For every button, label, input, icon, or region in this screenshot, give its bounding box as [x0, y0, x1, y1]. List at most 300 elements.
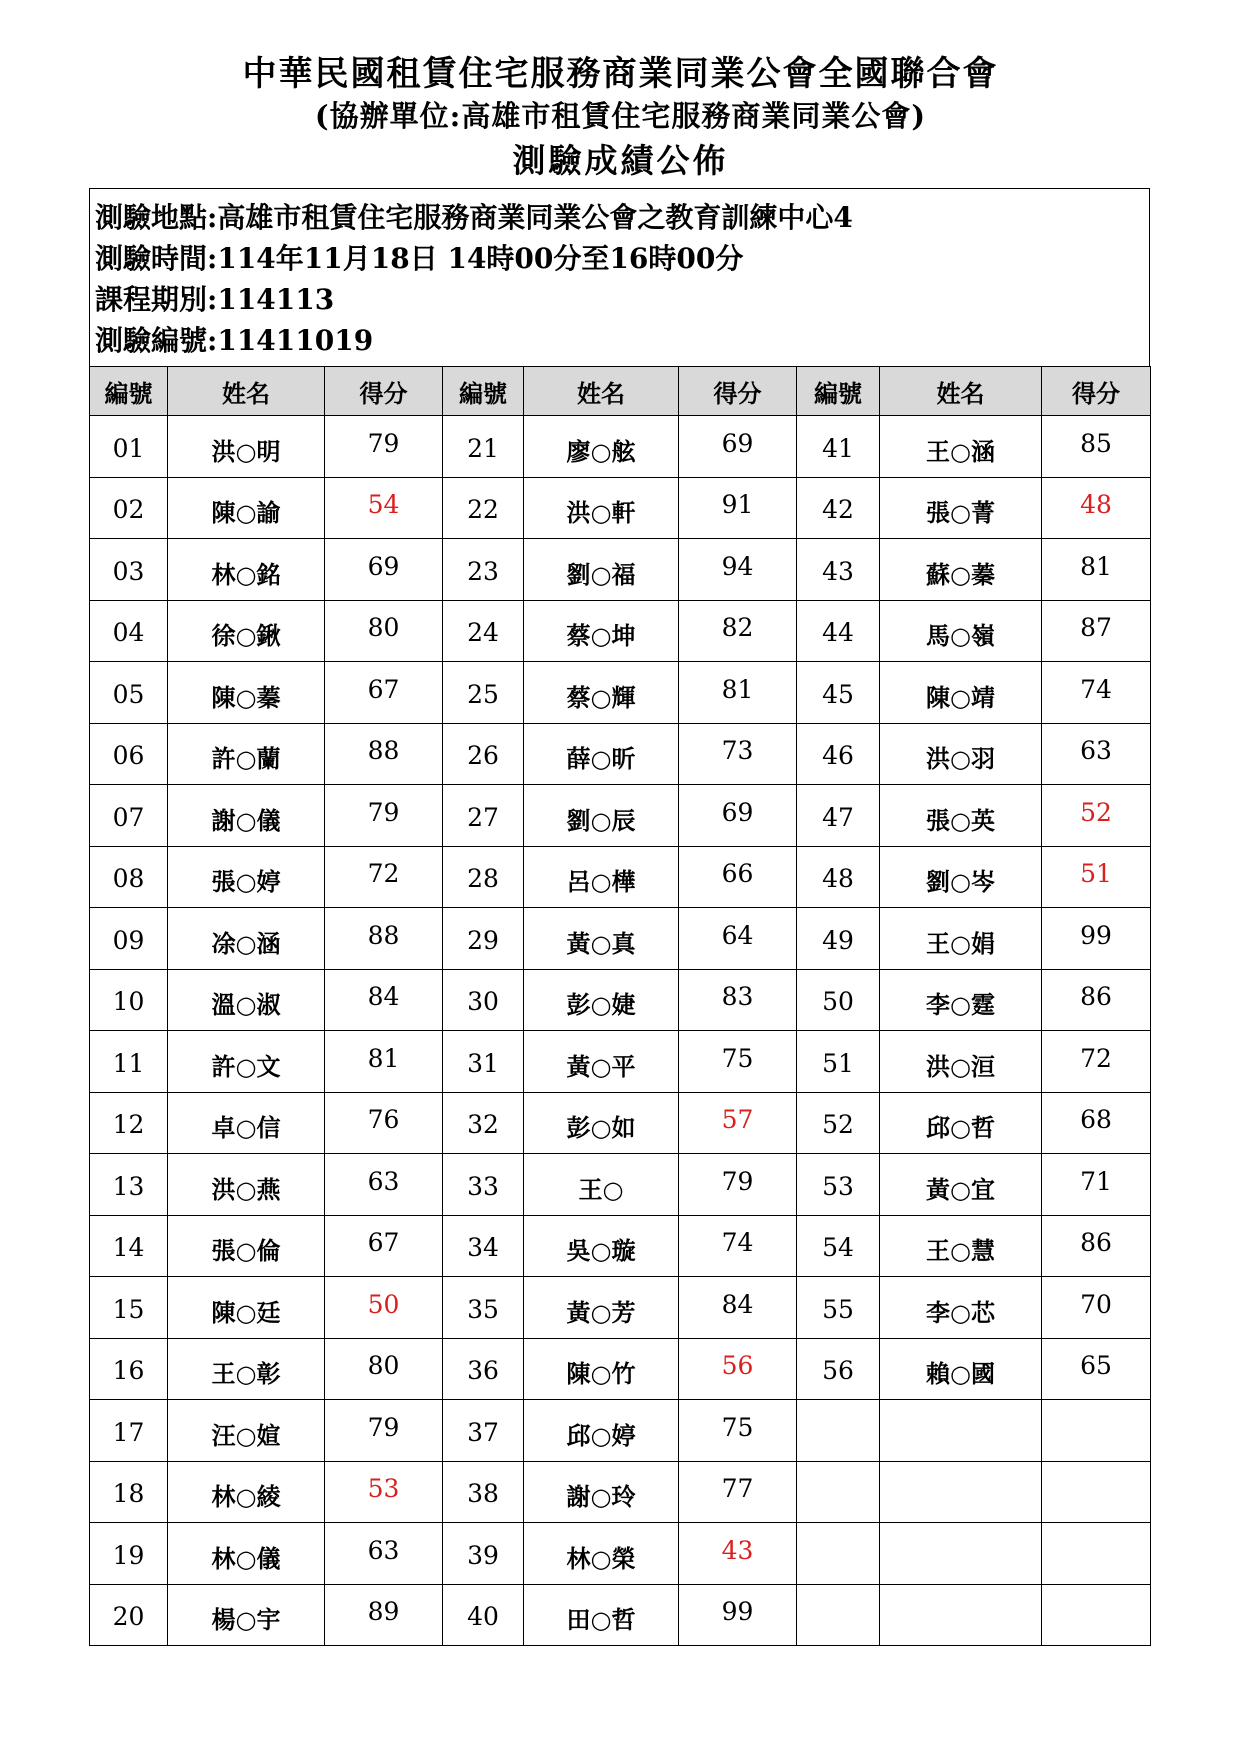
student-id-cell — [797, 1154, 880, 1216]
student-name-cell — [524, 600, 679, 662]
student-id-cell — [443, 477, 524, 539]
course-period: 課程期別:114113 — [95, 283, 335, 316]
student-name-cell — [524, 539, 679, 601]
student-score-cell — [1042, 539, 1151, 601]
empty-cell — [797, 1400, 880, 1462]
student-id: 47 — [822, 802, 854, 832]
student-id-cell — [797, 416, 880, 478]
student-score-cell — [679, 723, 797, 785]
table-row — [90, 662, 1151, 724]
student-name: 洪○燕 — [211, 1174, 281, 1204]
header-id: 編號 — [443, 367, 524, 416]
empty-cell — [1042, 1400, 1151, 1462]
student-name: 黃○宜 — [926, 1174, 995, 1204]
student-id: 21 — [467, 433, 499, 463]
student-name-cell — [168, 539, 325, 601]
student-score: 50 — [367, 1289, 400, 1319]
student-score-cell — [1042, 846, 1151, 908]
student-name: 劉○辰 — [566, 805, 636, 835]
student-score: 83 — [721, 982, 754, 1012]
exam-info-box — [89, 188, 1150, 366]
student-id-cell — [443, 416, 524, 478]
student-id: 55 — [822, 1294, 854, 1324]
student-id: 23 — [467, 556, 499, 586]
student-name-cell — [168, 477, 325, 539]
student-name: 陳○諭 — [211, 498, 281, 528]
student-name: 黃○芳 — [566, 1297, 636, 1327]
student-score-cell — [1042, 1154, 1151, 1216]
student-name-cell — [880, 662, 1042, 724]
student-score: 48 — [1080, 490, 1112, 520]
student-score: 75 — [721, 1412, 754, 1442]
empty-cell — [1042, 1584, 1151, 1646]
student-score: 85 — [1080, 428, 1112, 458]
student-id-cell — [90, 539, 168, 601]
student-id-cell — [90, 908, 168, 970]
table-row — [90, 1400, 1151, 1462]
document-heading: 測驗成績公佈 — [512, 141, 729, 180]
student-id-cell — [797, 908, 880, 970]
student-id-cell — [797, 662, 880, 724]
student-score-cell — [325, 662, 443, 724]
document-subtitle: (協辦單位:高雄市租賃住宅服務商業同業公會) — [314, 99, 927, 133]
student-score: 76 — [367, 1105, 400, 1135]
empty-cell — [1042, 1461, 1151, 1523]
student-name-cell — [524, 1584, 679, 1646]
table-row — [90, 1338, 1151, 1400]
student-name: 王○慧 — [926, 1236, 995, 1266]
student-id: 25 — [467, 679, 499, 709]
student-score: 71 — [1080, 1166, 1112, 1196]
student-id-cell — [797, 1215, 880, 1277]
student-name-cell — [168, 1400, 325, 1462]
student-score: 94 — [721, 551, 754, 581]
student-id: 15 — [112, 1294, 145, 1324]
student-name: 吳○璇 — [566, 1236, 636, 1266]
student-id-cell — [797, 969, 880, 1031]
student-score-cell — [679, 1584, 797, 1646]
student-id: 20 — [112, 1602, 145, 1632]
student-name-cell — [880, 969, 1042, 1031]
student-score-cell — [325, 600, 443, 662]
student-name-cell — [168, 1584, 325, 1646]
student-id-cell — [90, 662, 168, 724]
header-name: 姓名 — [880, 367, 1042, 416]
student-id-cell — [90, 477, 168, 539]
table-row — [90, 969, 1151, 1031]
student-name: 彭○婕 — [566, 990, 636, 1020]
student-score-cell — [679, 846, 797, 908]
table-row — [90, 1215, 1151, 1277]
student-name-cell — [524, 969, 679, 1031]
student-name: 黃○平 — [566, 1051, 636, 1081]
student-score-cell — [325, 539, 443, 601]
table-row — [90, 908, 1151, 970]
student-name-cell — [168, 1461, 325, 1523]
exam-time: 測驗時間:114年11月18日 14時00分至16時00分 — [95, 242, 744, 275]
student-id-cell — [443, 600, 524, 662]
header-name: 姓名 — [524, 367, 679, 416]
student-name: 陳○廷 — [211, 1297, 281, 1327]
student-id-cell — [443, 846, 524, 908]
student-score-cell — [679, 416, 797, 478]
student-id-cell — [443, 1338, 524, 1400]
student-score: 57 — [721, 1105, 754, 1135]
student-score-cell — [1042, 1277, 1151, 1339]
student-name: 蔡○坤 — [566, 621, 636, 651]
student-id-cell — [443, 1031, 524, 1093]
student-score: 67 — [367, 674, 400, 704]
student-score: 53 — [367, 1474, 400, 1504]
student-id: 17 — [112, 1417, 145, 1447]
student-id: 24 — [467, 618, 499, 648]
student-id-cell — [443, 1092, 524, 1154]
student-score-cell — [325, 908, 443, 970]
student-name: 洪○羽 — [926, 744, 995, 774]
student-score-cell — [325, 1092, 443, 1154]
student-name: 彭○如 — [566, 1113, 636, 1143]
student-score-cell — [325, 1400, 443, 1462]
student-id-cell — [90, 846, 168, 908]
student-score: 74 — [721, 1228, 754, 1258]
student-name-cell — [168, 969, 325, 1031]
header-score: 得分 — [679, 367, 797, 416]
student-id-cell — [443, 662, 524, 724]
student-name-cell — [880, 1277, 1042, 1339]
header-id: 編號 — [797, 367, 880, 416]
student-id: 22 — [467, 495, 499, 525]
student-id-cell — [797, 1277, 880, 1339]
student-score: 65 — [1080, 1351, 1112, 1381]
student-id: 14 — [112, 1233, 145, 1263]
student-name-cell — [168, 785, 325, 847]
student-id: 09 — [112, 925, 145, 955]
document-title: 中華民國租賃住宅服務商業同業公會全國聯合會 — [242, 54, 999, 94]
student-id-cell — [443, 1523, 524, 1585]
student-name-cell — [880, 600, 1042, 662]
student-name-cell — [880, 908, 1042, 970]
student-name-cell — [524, 1277, 679, 1339]
student-name-cell — [880, 1092, 1042, 1154]
student-score-cell — [679, 908, 797, 970]
student-score: 72 — [367, 859, 400, 889]
student-id: 35 — [467, 1294, 499, 1324]
student-id: 19 — [112, 1540, 145, 1570]
student-name: 汪○媗 — [211, 1420, 281, 1450]
student-id-cell — [443, 785, 524, 847]
student-id: 31 — [467, 1048, 499, 1078]
student-id-cell — [443, 539, 524, 601]
student-score-cell — [679, 662, 797, 724]
student-score-cell — [325, 1523, 443, 1585]
student-score-cell — [1042, 662, 1151, 724]
student-score: 91 — [721, 490, 754, 520]
table-header-row — [90, 367, 1151, 416]
student-id: 26 — [467, 741, 499, 771]
student-score: 79 — [367, 1412, 400, 1442]
empty-cell — [880, 1461, 1042, 1523]
student-id: 06 — [112, 741, 145, 771]
student-score-cell — [679, 600, 797, 662]
student-score-cell — [1042, 1215, 1151, 1277]
student-id: 07 — [112, 802, 145, 832]
student-id-cell — [797, 846, 880, 908]
student-score: 75 — [721, 1043, 754, 1073]
student-score: 89 — [367, 1597, 400, 1627]
exam-location: 測驗地點:高雄市租賃住宅服務商業同業公會之教育訓練中心4 — [95, 201, 853, 234]
student-id: 41 — [822, 433, 854, 463]
student-name: 楊○宇 — [211, 1605, 281, 1635]
student-id-cell — [443, 1584, 524, 1646]
student-score-cell — [325, 1584, 443, 1646]
student-id: 36 — [467, 1356, 499, 1386]
student-id: 27 — [467, 802, 499, 832]
student-id-cell — [443, 908, 524, 970]
student-id-cell — [90, 1092, 168, 1154]
student-id-cell — [90, 1338, 168, 1400]
header-score: 得分 — [325, 367, 443, 416]
student-name: 馬○嶺 — [926, 621, 995, 651]
student-score-cell — [679, 1523, 797, 1585]
table-row — [90, 539, 1151, 601]
student-name: 林○綾 — [211, 1482, 281, 1512]
student-name-cell — [168, 600, 325, 662]
student-id: 40 — [467, 1602, 499, 1632]
student-score: 79 — [721, 1166, 754, 1196]
student-name-cell — [524, 1461, 679, 1523]
student-id: 48 — [822, 864, 854, 894]
student-score: 80 — [367, 613, 400, 643]
student-score: 99 — [721, 1597, 754, 1627]
student-score-cell — [325, 1338, 443, 1400]
student-id: 11 — [112, 1048, 145, 1078]
student-name: 薛○昕 — [566, 744, 636, 774]
student-name: 黃○真 — [566, 928, 636, 958]
student-id: 32 — [467, 1110, 499, 1140]
student-id-cell — [90, 1523, 168, 1585]
student-name-cell — [524, 1523, 679, 1585]
student-id-cell — [797, 1092, 880, 1154]
student-id-cell — [797, 1338, 880, 1400]
student-name: 洪○洹 — [926, 1051, 995, 1081]
student-score-cell — [325, 723, 443, 785]
student-score: 63 — [1080, 736, 1112, 766]
student-score: 86 — [1080, 1228, 1112, 1258]
student-score-cell — [325, 1277, 443, 1339]
student-name-cell — [880, 477, 1042, 539]
student-name: 張○英 — [926, 805, 995, 835]
student-id: 03 — [112, 556, 145, 586]
student-score-cell — [679, 785, 797, 847]
student-name: 林○銘 — [211, 559, 281, 589]
empty-cell — [1042, 1523, 1151, 1585]
student-name: 李○芯 — [926, 1297, 995, 1327]
student-name-cell — [168, 1154, 325, 1216]
student-name-cell — [524, 1400, 679, 1462]
student-score-cell — [325, 477, 443, 539]
student-score-cell — [325, 969, 443, 1031]
student-score-cell — [679, 539, 797, 601]
student-name-cell — [524, 662, 679, 724]
table-row — [90, 1031, 1151, 1093]
student-score-cell — [679, 1400, 797, 1462]
table-row — [90, 846, 1151, 908]
student-id: 02 — [112, 495, 145, 525]
student-id-cell — [443, 1215, 524, 1277]
student-name: 賴○國 — [926, 1359, 995, 1389]
student-score-cell — [679, 477, 797, 539]
student-score-cell — [1042, 969, 1151, 1031]
student-id-cell — [797, 600, 880, 662]
student-name: 邱○哲 — [926, 1113, 995, 1143]
student-name: 陳○蓁 — [211, 682, 281, 712]
student-score-cell — [679, 1461, 797, 1523]
student-score: 54 — [367, 490, 400, 520]
student-score: 79 — [367, 428, 400, 458]
student-name-cell — [524, 1338, 679, 1400]
student-name-cell — [524, 908, 679, 970]
student-id: 13 — [112, 1171, 145, 1201]
student-id-cell — [90, 1584, 168, 1646]
student-id: 01 — [112, 433, 145, 463]
document-header — [0, 52, 1241, 184]
student-name: 李○霆 — [926, 990, 995, 1020]
student-score: 79 — [367, 797, 400, 827]
table-row — [90, 1584, 1151, 1646]
student-name: 蘇○蓁 — [926, 559, 995, 589]
student-name: 林○榮 — [566, 1543, 636, 1573]
empty-cell — [880, 1400, 1042, 1462]
student-id: 43 — [822, 556, 854, 586]
student-id: 12 — [112, 1110, 145, 1140]
student-score: 74 — [1080, 674, 1112, 704]
student-score: 81 — [721, 674, 754, 704]
student-name-cell — [880, 416, 1042, 478]
student-id-cell — [797, 539, 880, 601]
student-name: 陳○竹 — [566, 1359, 636, 1389]
empty-cell — [880, 1523, 1042, 1585]
student-name: 呂○樺 — [566, 867, 636, 897]
student-id-cell — [90, 1154, 168, 1216]
student-id: 49 — [822, 925, 854, 955]
table-row — [90, 477, 1151, 539]
student-id: 50 — [822, 987, 854, 1017]
student-score: 69 — [367, 551, 400, 581]
empty-cell — [880, 1584, 1042, 1646]
student-id: 33 — [467, 1171, 499, 1201]
student-score-cell — [679, 1338, 797, 1400]
student-score: 66 — [721, 859, 754, 889]
student-name-cell — [168, 1338, 325, 1400]
student-score-cell — [1042, 785, 1151, 847]
student-id: 53 — [822, 1171, 854, 1201]
table-row — [90, 600, 1151, 662]
student-name-cell — [524, 846, 679, 908]
empty-cell — [797, 1523, 880, 1585]
empty-cell — [797, 1461, 880, 1523]
student-name: 劉○岑 — [926, 867, 995, 897]
student-name: 王○涵 — [926, 436, 995, 466]
student-name-cell — [524, 785, 679, 847]
student-name: 徐○鍬 — [211, 621, 281, 651]
empty-cell — [797, 1584, 880, 1646]
student-id-cell — [90, 1031, 168, 1093]
student-score: 52 — [1080, 797, 1112, 827]
student-id: 28 — [467, 864, 499, 894]
student-name: 許○蘭 — [211, 744, 281, 774]
student-score-cell — [325, 1461, 443, 1523]
student-name: 張○倫 — [211, 1236, 281, 1266]
student-id-cell — [90, 785, 168, 847]
student-name-cell — [168, 846, 325, 908]
student-id-cell — [90, 969, 168, 1031]
student-id: 16 — [112, 1356, 145, 1386]
student-score: 84 — [367, 982, 400, 1012]
student-name-cell — [168, 416, 325, 478]
student-name-cell — [880, 1338, 1042, 1400]
student-id-cell — [797, 723, 880, 785]
header-score: 得分 — [1042, 367, 1151, 416]
student-id-cell — [443, 723, 524, 785]
student-id: 51 — [822, 1048, 854, 1078]
student-name-cell — [168, 1092, 325, 1154]
student-id: 39 — [467, 1540, 499, 1570]
student-id: 04 — [112, 618, 145, 648]
student-score-cell — [1042, 600, 1151, 662]
student-score: 68 — [1080, 1105, 1112, 1135]
student-id-cell — [90, 723, 168, 785]
student-name-cell — [880, 1154, 1042, 1216]
table-row — [90, 1461, 1151, 1523]
student-id-cell — [443, 969, 524, 1031]
student-name: 張○婷 — [211, 867, 281, 897]
student-name: 洪○軒 — [566, 498, 636, 528]
student-id: 34 — [467, 1233, 499, 1263]
student-score: 73 — [721, 736, 754, 766]
student-score-cell — [1042, 416, 1151, 478]
student-id: 30 — [467, 987, 499, 1017]
student-score: 88 — [367, 736, 400, 766]
student-name-cell — [524, 416, 679, 478]
student-id: 42 — [822, 495, 854, 525]
student-name-cell — [880, 785, 1042, 847]
student-id: 05 — [112, 679, 145, 709]
student-name: 謝○玲 — [566, 1482, 636, 1512]
student-name: 劉○福 — [566, 559, 636, 589]
student-score: 69 — [721, 428, 754, 458]
student-score-cell — [1042, 1092, 1151, 1154]
student-score: 86 — [1080, 982, 1112, 1012]
student-score-cell — [679, 1154, 797, 1216]
student-name-cell — [168, 1215, 325, 1277]
student-id-cell — [90, 1461, 168, 1523]
student-id: 10 — [112, 987, 145, 1017]
student-id: 45 — [822, 679, 854, 709]
student-name: 溫○淑 — [211, 990, 281, 1020]
student-name-cell — [168, 1277, 325, 1339]
table-row — [90, 1154, 1151, 1216]
student-score-cell — [325, 1215, 443, 1277]
student-name-cell — [524, 1154, 679, 1216]
student-id-cell — [797, 477, 880, 539]
table-row — [90, 1092, 1151, 1154]
student-name-cell — [880, 1031, 1042, 1093]
student-score: 72 — [1080, 1043, 1112, 1073]
header-id: 編號 — [90, 367, 168, 416]
student-id: 08 — [112, 864, 145, 894]
student-score-cell — [325, 1031, 443, 1093]
student-score-cell — [679, 1092, 797, 1154]
